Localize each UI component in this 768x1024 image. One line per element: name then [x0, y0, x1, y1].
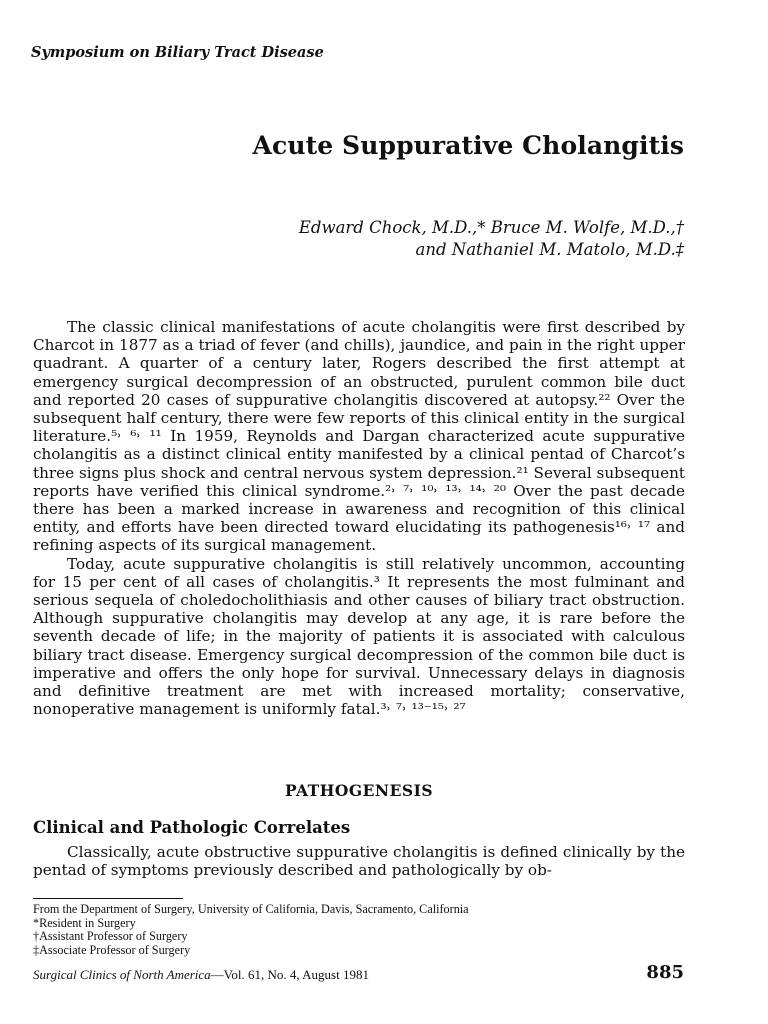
- introduction-text: [33, 318, 685, 718]
- footnote-associate-professor: ‡Associate Professor of Surgery: [33, 942, 191, 957]
- running-head: Symposium on Biliary Tract Disease: [31, 44, 324, 61]
- footnotes: [33, 903, 469, 957]
- footnote-affiliation: From the Department of Surgery, University of California, Davis, Sacramento, California: [33, 902, 469, 916]
- pathogenesis-paragraph-1: Classically, acute obstructive suppurative cholangitis is defined clinically by the pentad of symptoms previously described and pathologically by ob-: [33, 843, 685, 880]
- journal-details: —Vol. 61, No. 4, August 1981: [210, 967, 369, 982]
- journal-name: Surgical Clinics of North America: [33, 967, 211, 982]
- author-line-2: and Nathaniel M. Matolo, M.D.‡: [415, 240, 684, 259]
- section-heading: PATHOGENESIS: [284, 781, 434, 800]
- author-block: [299, 217, 684, 261]
- article-title: Acute Suppurative Cholangitis: [252, 131, 684, 160]
- footnote-resident: *Resident in Surgery: [33, 915, 136, 930]
- journal-citation: [33, 967, 369, 983]
- subsection-heading: Clinical and Pathologic Correlates: [33, 818, 351, 837]
- footnote-divider: [33, 898, 183, 899]
- pathogenesis-text: [33, 843, 685, 879]
- page-number: 885: [646, 962, 684, 983]
- footnote-assistant-professor: †Assistant Professor of Surgery: [33, 929, 188, 943]
- intro-paragraph-1: The classic clinical manifestations of acute cholangitis were first described by Charcot in 1877 as a triad of fever (and chills), jaundice, and pain in the right upper quadrant. A quarter of a century later, Rogers described the first attempt at emergency surgical decompression of an obstructed, purulent common bile duct and reported 20 cases of suppurative cholangitis discovered at autopsy.²² Over the subsequent half century, there were few reports of this clinical entity in the surgical literature.⁵˒ ⁶˒ ¹¹ In 1959, Reynolds and Dargan characterized acute suppurative cholangitis as a distinct clinical entity manifested by a clinical pentad of Charcot’s three signs plus shock and central nervous system depression.²¹ Several subsequent reports have verified this clinical syndrome.²˒ ⁷˒ ¹⁰˒ ¹³˒ ¹⁴˒ ²⁰ Over the past decade there has been a marked increase in awareness and recognition of this clinical entity, and efforts have been directed toward elucidating its pathogenesis¹⁶˒ ¹⁷ and refining aspects of its surgical management.: [33, 318, 685, 555]
- intro-paragraph-2: Today, acute suppurative cholangitis is still relatively uncommon, accounting for 15 per cent of all cases of cholangitis.³ It represents the most fulminant and serious sequela of choledocholithiasis and other causes of biliary tract obstruction. Although suppurative cholangitis may develop at any age, it is rare before the seventh decade of life; in the majority of patients it is associated with calculous biliary tract disease. Emergency surgical decompression of the common bile duct is imperative and offers the only hope for survival. Unnecessary delays in diagnosis and definitive treatment are met with increased mortality; conservative, nonoperative management is uniformly fatal.³˒ ⁷˒ ¹³⁻¹⁵˒ ²⁷: [33, 554, 685, 719]
- author-line-1: Edward Chock, M.D.,* Bruce M. Wolfe, M.D.,†: [298, 218, 684, 237]
